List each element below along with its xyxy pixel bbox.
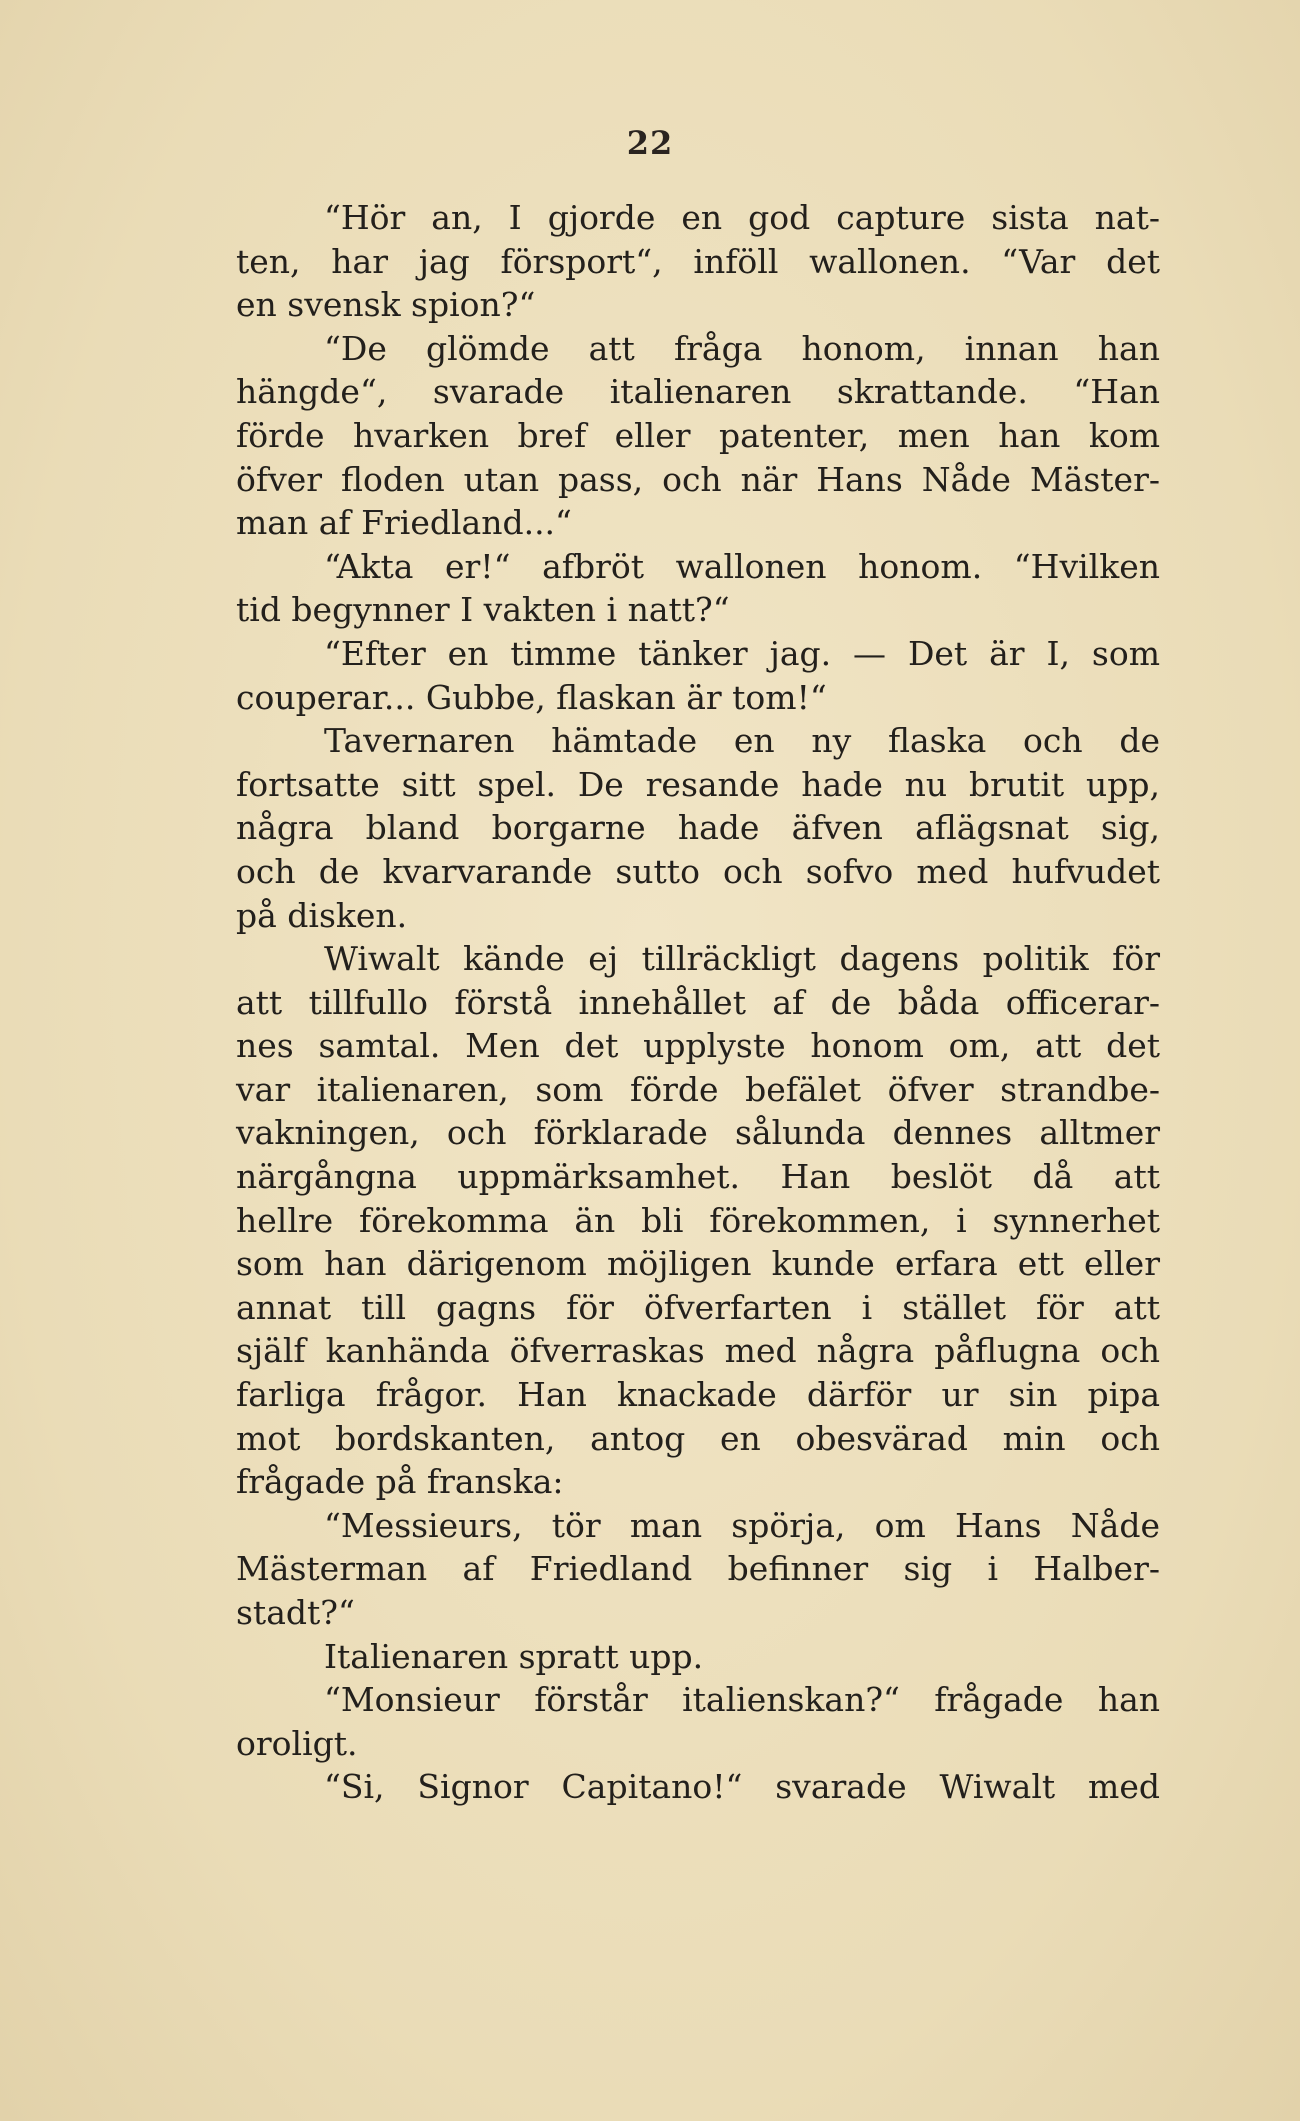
text-line: nes samtal. Men det upplyste honom om, att det — [236, 1026, 1160, 1066]
text-line: några bland borgarne hade äfven aflägsnat sig, — [236, 808, 1160, 848]
text-line: vakningen, och förklarade sålunda dennes alltmer — [236, 1113, 1160, 1153]
text-line: en svensk spion?“ — [236, 285, 536, 325]
text-line: öfver floden utan pass, och när Hans Nåde Mäster- — [236, 459, 1160, 499]
text-line: frågade på franska: — [236, 1462, 564, 1502]
text-line: “Messieurs, tör man spörja, om Hans Nåde — [324, 1505, 1160, 1545]
text-line: att tillfullo förstå innehållet af de båda officerar- — [236, 982, 1160, 1022]
text-line: Italienaren spratt upp. — [324, 1636, 704, 1676]
text-line: stadt?“ — [236, 1593, 355, 1632]
text-line: “De glömde att fråga honom, innan han — [324, 328, 1160, 368]
text-line: själf kanhända öfverraskas med några påflugna och — [236, 1331, 1160, 1371]
text-line: Wiwalt kände ej tillräckligt dagens politik för — [324, 939, 1160, 979]
page-number: 22 — [626, 124, 674, 162]
text-line: på disken. — [236, 895, 408, 935]
text-line: förde hvarken bref eller patenter, men han kom — [236, 415, 1160, 455]
text-line: farliga frågor. Han knackade därför ur sin pipa — [236, 1375, 1160, 1415]
text-line: hängde“, svarade italienaren skrattande. “Han — [236, 372, 1160, 412]
text-line: tid begynner I vakten i natt?“ — [236, 590, 730, 630]
text-line: hellre förekomma än bli förekommen, i synnerhet — [236, 1200, 1160, 1240]
text-line: “Monsieur förstår italienskan?“ frågade han — [324, 1680, 1160, 1720]
text-line: man af Friedland...“ — [236, 503, 572, 543]
text-line: närgångna uppmärksamhet. Han beslöt då att — [236, 1157, 1160, 1197]
text-line: Mästerman af Friedland befinner sig i Halber- — [236, 1549, 1160, 1589]
text-line: “Hör an, I gjorde en god capture sista nat- — [324, 198, 1160, 237]
text-line: “Efter en timme tänker jag. — Det är I, som — [324, 633, 1160, 673]
text-line: Tavernaren hämtade en ny flaska och de — [324, 721, 1160, 761]
text-line: “Si, Signor Capitano!“ svarade Wiwalt med — [324, 1767, 1160, 1807]
text-line: som han därigenom möjligen kunde erfara ett eller — [236, 1244, 1160, 1284]
text-line: fortsatte sitt spel. De resande hade nu brutit upp, — [236, 764, 1160, 804]
text-line: ten, har jag försport“, inföll wallonen. “Var det — [236, 241, 1160, 281]
text-line: annat till gagns för öfverfarten i stället för att — [236, 1287, 1160, 1327]
text-line: “Akta er!“ afbröt wallonen honom. “Hvilken — [324, 546, 1160, 586]
text-line: oroligt. — [236, 1723, 358, 1763]
text-line: mot bordskanten, antog en obesvärad min och — [236, 1418, 1160, 1458]
body-text — [236, 196, 1160, 1809]
text-line: couperar... Gubbe, flaskan är tom!“ — [236, 677, 827, 717]
text-line: var italienaren, som förde befälet öfver strandbe- — [236, 1069, 1160, 1109]
text-line: och de kvarvarande sutto och sofvo med hufvudet — [236, 851, 1160, 891]
